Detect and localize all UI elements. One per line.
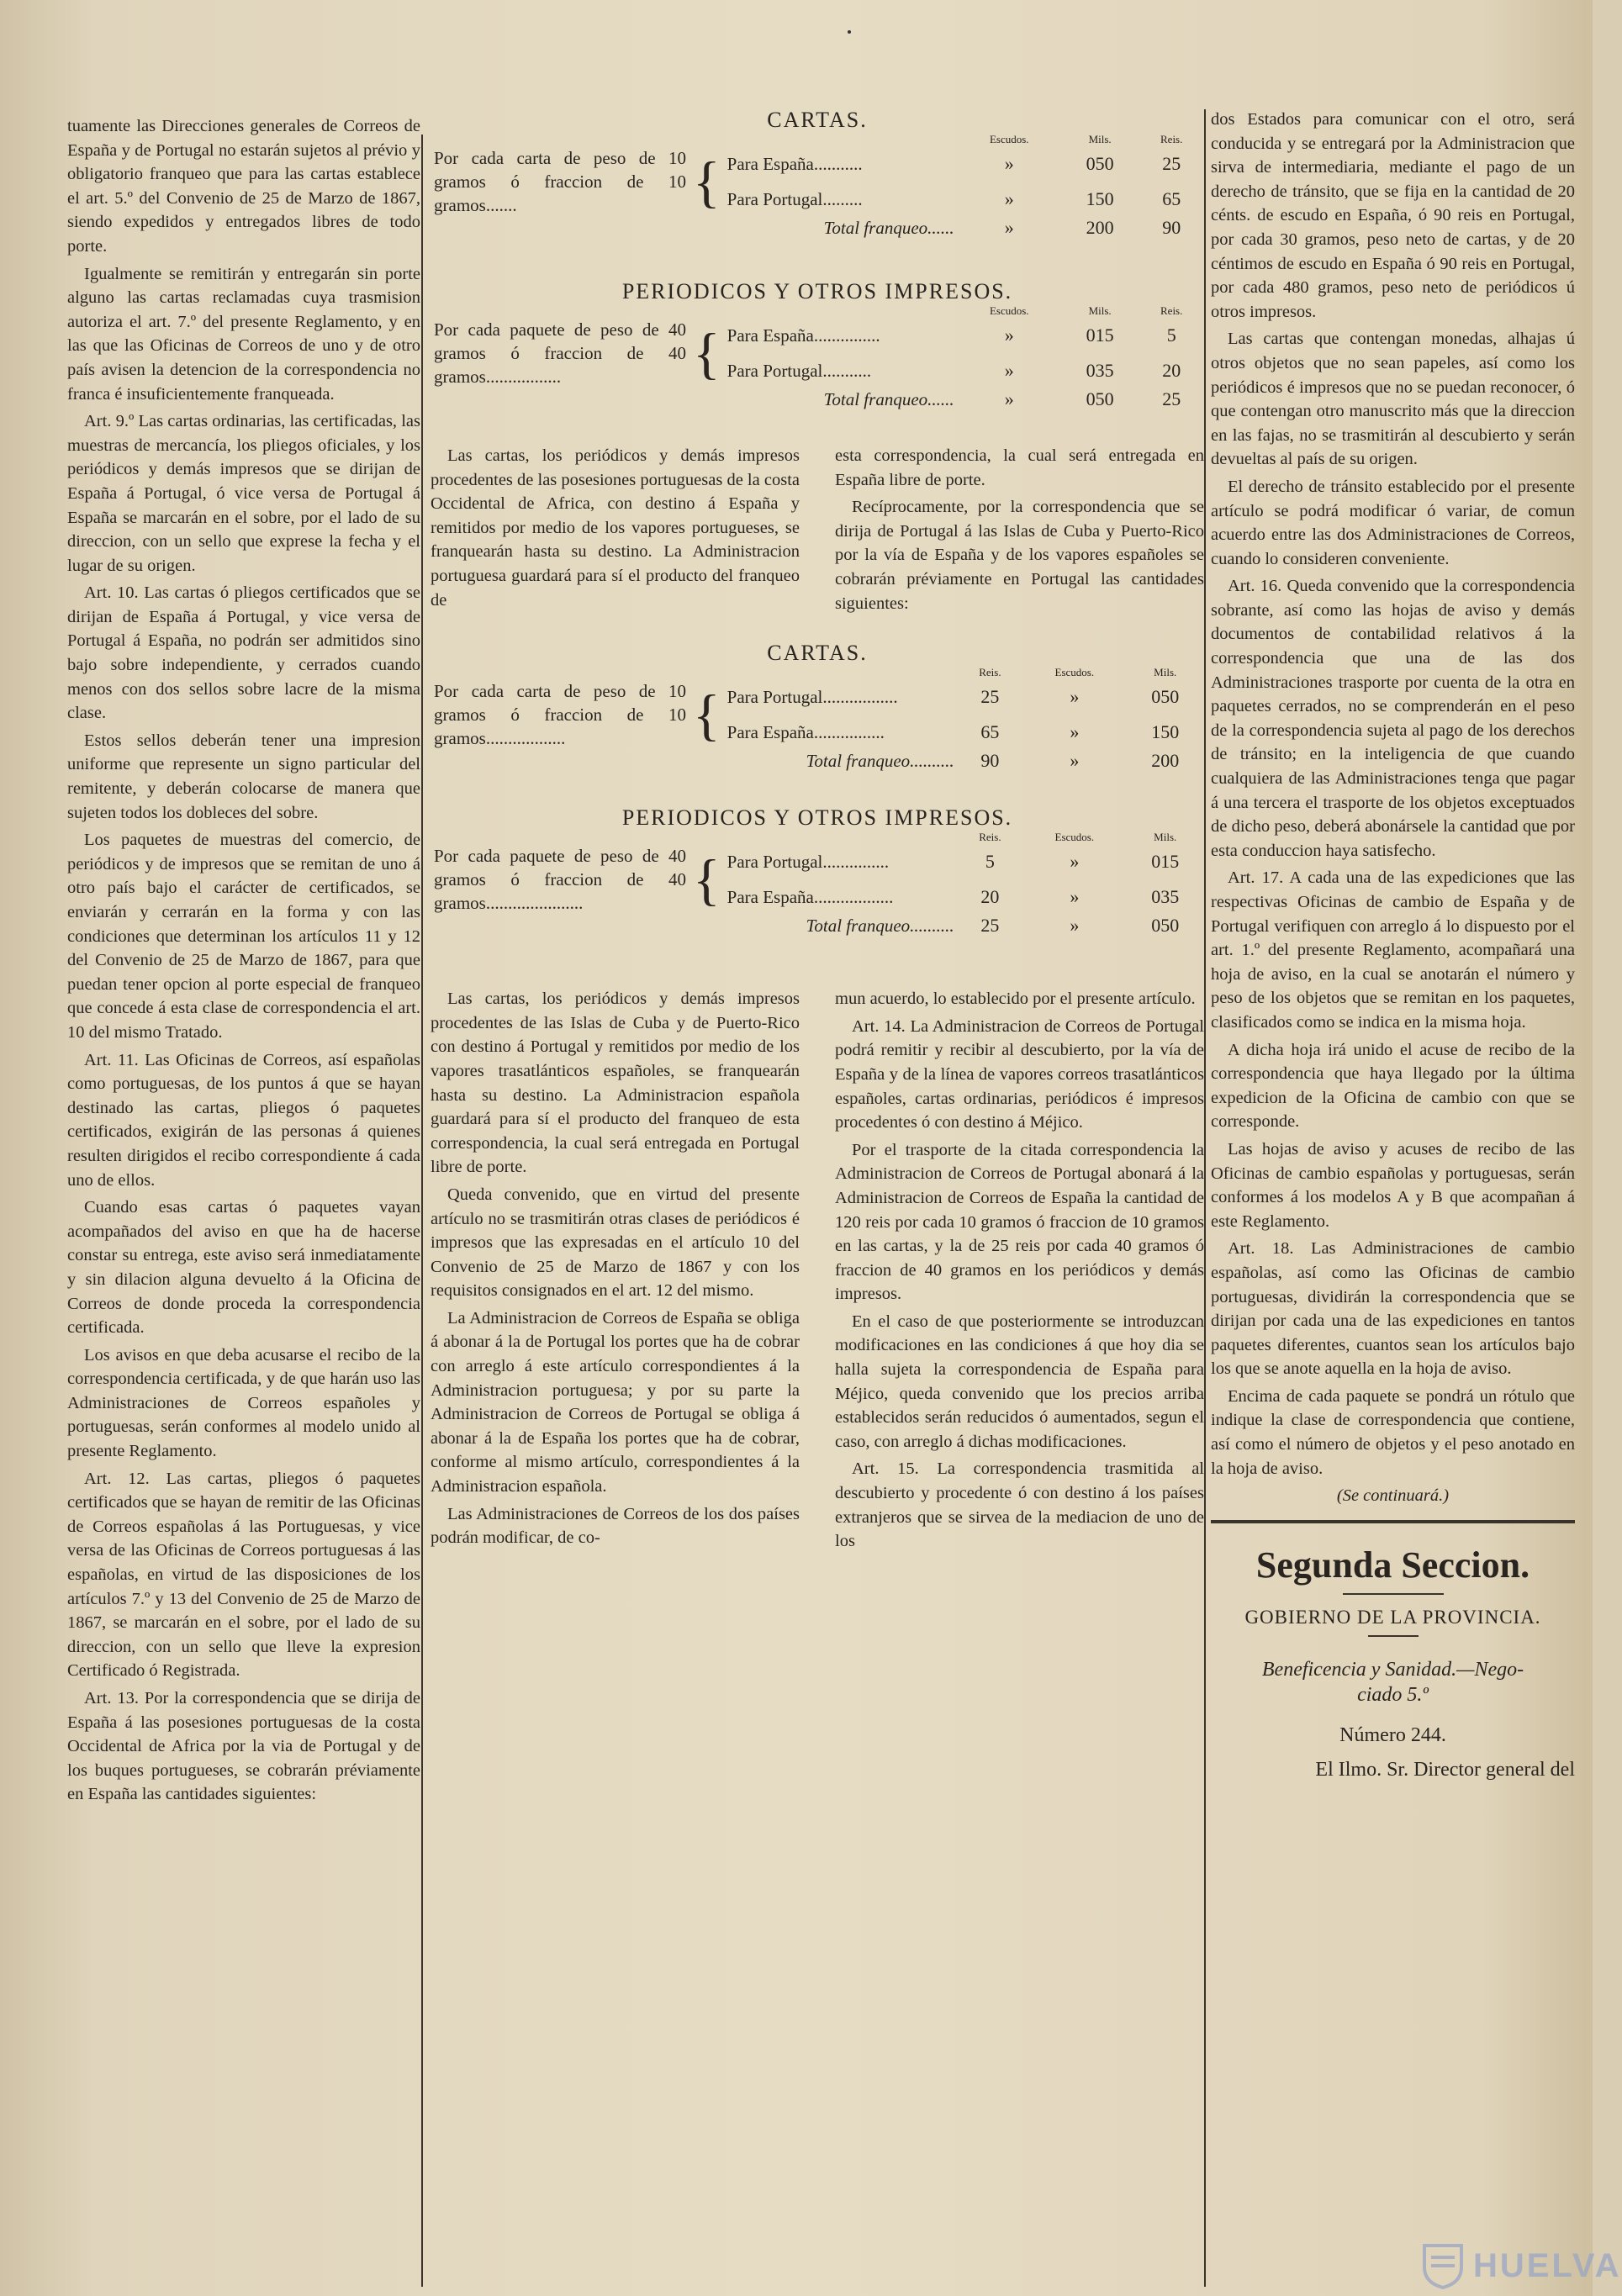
col-header: Escudos. xyxy=(1054,666,1095,679)
col-header: Reis. xyxy=(979,831,1001,844)
article-14: Art. 14. La Administracion de Correos de Portugal podrá remitir y recibir al descubierto, por la vía de España y de la línea de vapores correos trasatlánticos españoles, cartas ordinarias, periódicos é impresos procedentes ó con destino á Méjico. xyxy=(835,1016,1204,1132)
cell: 035 xyxy=(1086,360,1114,381)
cell: 25 xyxy=(1162,153,1181,174)
cell: » xyxy=(1070,750,1080,772)
department-line: Beneficencia y Sanidad.—Nego- xyxy=(1261,1658,1524,1681)
cell: 25 xyxy=(1162,388,1181,409)
paragraph: A dicha hoja irá unido el acuse de recibo de la correspondencia que haya llegado por la última expedicion de la Oficina de cambio con que se corresponde. xyxy=(1211,1040,1575,1132)
table-title: CARTAS. xyxy=(767,641,868,666)
paragraph: esta correspondencia, la cual será entregada en España libre de porte. xyxy=(835,446,1204,489)
destination: Para Portugal................. xyxy=(726,686,898,707)
cell: 050 xyxy=(1086,153,1114,174)
cell: 150 xyxy=(1086,188,1114,209)
cell: 5 xyxy=(1166,325,1176,346)
cell: » xyxy=(1070,686,1080,708)
col-header: Escudos. xyxy=(989,133,1029,145)
col-header: Reis. xyxy=(1160,133,1183,145)
column-rule-left xyxy=(421,135,423,2287)
cell: 050 xyxy=(1151,686,1180,708)
cell: 20 xyxy=(980,886,1000,908)
paragraph: Las cartas, los periódicos y demás impresos procedentes de las Islas de Cuba y de Puerto-Rico con destino á Portugal y remitidos por medio de los vapores trasatlánticos españoles, se franquearán hasta su destino. La Administracion española guardará para sí el producto del franqueo de esta correspondencia, la cual será entregada en Portugal libre de porte. xyxy=(431,990,800,1177)
paragraph: tuamente las Direcciones generales de Correos de España y de Portugal no estarán sujetos al prévio y obligatorio franqueo que para las cartas establece el art. 5.º del Convenio de 25 de Marzo de 1867, siendo expedidos y entregados libres de todo porte. xyxy=(67,117,420,256)
cell: 015 xyxy=(1151,851,1180,873)
cell: 050 xyxy=(1151,915,1180,937)
page-mark xyxy=(848,30,851,34)
total-label: Total franqueo.......... xyxy=(806,750,954,771)
cell: 015 xyxy=(1086,325,1114,346)
paragraph: La Administracion de Correos de España se obliga á abonar á la de Portugal los portes que ha de cobrar con arreglo á este artículo correspondientes á la Administracion portuguesa; y por su parte la Administracion de Correos de Portugal se obliga á abonar á la de España los portes que ha de cobrar, conforme al mismo artículo, correspondientes á la Administracion española. xyxy=(431,1308,800,1496)
article-16: Art. 16. Queda convenido que la correspondencia sobrante, así como las hojas de aviso y demás documentos de contabilidad relativos á la correspondencia que una de las dos Administraciones trasporte por cuenta de la otra en paquetes cerrados, no se comprenderán en el peso de la correspondencia sujeta al pago de los derechos de tránsito; en la inteligencia de que cuando cualquiera de las Administraciones tenga que pagar á una tercera el trasporte de los objetos exceptuados de dicho peso, deberá abonársele la cantidad que por esta conduccion haya satisfecho. xyxy=(1211,577,1575,860)
cell: 65 xyxy=(1162,188,1181,209)
article-15: Art. 15. La correspondencia trasmitida al descubierto y procedente ó con destino á los países extranjeros que se sirvea de la mediacion de uno de los xyxy=(835,1459,1204,1551)
col-header: Reis. xyxy=(1160,304,1183,317)
article-12: Art. 12. Las cartas, pliegos ó paquetes certificados que se hayan de remitir de las Oficinas de Correos españolas á las Portuguesas, y vice versa de las Oficinas de Correos portuguesas á las españolas, en virtud de las disposiciones de los artículos 7.º y 13 del Convenio de 25 de Marzo de 1867, se marcarán en el sobre, por el lado de su direccion, con un sello que lleve la expresion Certificado ó Registrada. xyxy=(67,1469,420,1681)
paragraph-start: El Ilmo. Sr. Director general del xyxy=(1315,1758,1575,1781)
paragraph: Recíprocamente, por la correspondencia que se dirija de Portugal á las Islas de Cuba y Puerto-Rico por la vía de España y de los vapores españoles se cobrarán préviamente en Portugal las cantidades siguientes: xyxy=(835,498,1204,613)
paragraph: En el caso de que posteriormente se introduzcan modificaciones en las condiciones á que hoy dia se halla sujeta la correspondencia de España para Méjico, queda convenido que los precios arriba establecidos serán reducidos ó aumentados, segun el caso, con arreglo á dichas modificaciones. xyxy=(835,1312,1204,1451)
total-label: Total franqueo.......... xyxy=(806,915,954,936)
destination: Para Portugal............... xyxy=(726,851,890,872)
table-title: CARTAS. xyxy=(767,108,868,132)
col-header: Escudos. xyxy=(989,304,1029,317)
col-header: Escudos. xyxy=(1054,831,1095,844)
col-header: Mils. xyxy=(1154,666,1177,679)
paragraph: Las hojas de aviso y acuses de recibo de las Oficinas de cambio españolas y portuguesas, serán conformes á los modelos A y B que acompañan á este Reglamento. xyxy=(1211,1139,1575,1231)
cell: 90 xyxy=(980,750,1000,772)
short-rule xyxy=(1368,1635,1419,1637)
col-header: Mils. xyxy=(1088,304,1112,317)
column-right xyxy=(1211,108,1575,1781)
section-divider xyxy=(1211,1520,1575,1523)
paragraph: El derecho de tránsito establecido por el presente artículo se podrá modificar ó variar, de comun acuerdo entre las dos Administraciones de Correos, cuando lo consideren conveniente. xyxy=(1211,477,1575,568)
column-middle xyxy=(431,108,1204,1557)
number-heading: Número 244. xyxy=(1339,1723,1446,1746)
rate-table-1: CARTAS. Escudos. Mils. Reis. Por cada carta de peso de 10 gramos ó fraccion de 10 gramos....... { Para España........... » 050 25 Para Portugal......... » 150 65 Total franqueo...... » 200 90 xyxy=(431,108,1204,239)
destination: Para España........... xyxy=(726,153,863,174)
destination: Para Portugal......... xyxy=(726,188,863,209)
destination: Para Portugal........... xyxy=(726,360,872,381)
rate-table-4: PERIODICOS Y OTROS IMPRESOS. Reis. Escudos. Mils. Por cada paquete de peso de 40 gramos ó fraccion de 40 gramos...................... { Para Portugal............... 5 » 015 Para España.................. 20 » 035 Total franqueo.......... 25 » 050 xyxy=(431,805,1204,937)
paragraph: Las cartas que contengan monedas, alhajas ú otros objetos que no sean papeles, así como los periódicos é impresos que no se puedan reconocer, ó que contengan otro manuscrito más que la direccion en las fajas, no se trasmitirán al descubierto y serán devueltas al país de su origen. xyxy=(1211,330,1575,469)
rate-description: Por cada carta de peso de 10 gramos ó fraccion de 10 gramos.................. xyxy=(434,681,686,749)
col-header: Reis. xyxy=(979,666,1001,679)
cell: » xyxy=(1004,325,1014,346)
short-rule xyxy=(1343,1593,1444,1595)
rate-description: Por cada paquete de peso de 40 gramos ó fraccion de 40 gramos................. xyxy=(434,319,686,387)
cell: 5 xyxy=(985,851,995,873)
destination: Para España............... xyxy=(726,325,880,346)
article-18: Art. 18. Las Administraciones de cambio españolas, así como las Oficinas de cambio portuguesas, dividirán la correspondencia que se dirijan por cada una de las expediciones en tantos paquetes diferentes, cuantos sean los artículos bajo los que se anote aquella en la hoja de aviso. xyxy=(1211,1239,1575,1379)
cell: » xyxy=(1070,886,1080,908)
cell: 200 xyxy=(1151,750,1180,772)
paragraph: Encima de cada paquete se pondrá un rótulo que indique la clase de correspondencia que contiene, así como el número de objetos y el peso anotado en la hoja de aviso. xyxy=(1211,1386,1575,1478)
column-rule-right xyxy=(1204,109,1206,2287)
paragraph: Por el trasporte de la citada correspondencia la Administracion de Correos de Portugal abonará á la Administracion de Correos de España la cantidad de 120 reis por cada 10 gramos ó fraccion de 10 gramos en las cartas, y la de 25 reis por cada 40 gramos ó fraccion de 40 gramos en los periódicos y demás impresos. xyxy=(835,1140,1204,1304)
department-heading xyxy=(1211,1657,1575,1707)
cell: 25 xyxy=(980,686,1000,708)
cell: 90 xyxy=(1162,217,1181,238)
cell: » xyxy=(1070,915,1080,937)
cell: » xyxy=(1004,388,1014,409)
cell: » xyxy=(1004,188,1014,209)
rate-description: Por cada carta de peso de 10 gramos ó fraccion de 10 gramos....... xyxy=(434,148,686,215)
cell: 25 xyxy=(980,915,1000,937)
paragraph: Los avisos en que deba acusarse el recibo de la correspondencia certificada, y de que harán uso las Administraciones de Correos españoles y portuguesas, serán conformes al modelo unido al presente Reglamento. xyxy=(67,1345,420,1461)
destination: Para España.................. xyxy=(726,886,894,907)
column-left xyxy=(67,114,420,1810)
library-stamp xyxy=(1419,2235,1622,2294)
cell: 050 xyxy=(1086,388,1114,409)
stamp-text: HUELVA xyxy=(1473,2247,1622,2284)
paragraph: Queda convenido, que en virtud del presente artículo no se trasmitirán otras clases de periódicos é impresos que las expresadas en el artículo 10 del Convenio de 25 de Marzo de 1867 y con los requisitos consignados en el art. 12 del mismo. xyxy=(431,1185,800,1301)
cell: 035 xyxy=(1151,886,1180,908)
rate-table-2: PERIODICOS Y OTROS IMPRESOS. Escudos. Mils. Reis. Por cada paquete de peso de 40 gramos ó fraccion de 40 gramos................. { Para España............... » 015 5 Para Portugal........... » 035 20 Total franqueo...... » 050 25 xyxy=(431,279,1204,410)
rate-description: Por cada paquete de peso de 40 gramos ó fraccion de 40 gramos...................... xyxy=(434,846,686,914)
paragraph: Las cartas, los periódicos y demás impresos procedentes de las posesiones portuguesas de la costa Occidental de Africa, con destino á España y remitidos por medio de los vapores portugueses, se franquearán hasta su destino. La Administracion portuguesa guardará para sí el producto del franqueo de xyxy=(431,446,800,610)
rate-table-3: CARTAS. Reis. Escudos. Mils. Por cada carta de peso de 10 gramos ó fraccion de 10 gramos.................. { Para Portugal................. 25 » 050 Para España................ 65 » 150 Total franqueo.......... 90 » 200 xyxy=(431,641,1204,772)
paragraph: Los paquetes de muestras del comercio, de periódicos y de impresos que se remitan de uno á otro país bajo el carácter de certificados, se enviarán y cerrarán en la forma y con las condiciones que determinan los artículos 11 y 12 del Convenio de 25 de Marzo de 1867, para que puedan tener opcion al porte especial de franqueo que concede á esta clase de correspondencia el art. 10 del mismo Tratado. xyxy=(67,831,420,1042)
article-11: Art. 11. Las Oficinas de Correos, así españolas como portuguesas, de los puntos á que se hayan destinado las cartas, pliegos ó paquetes certificados, exigirán de las personas á quienes resulten dirigidos el recibo correspondiente á cada uno de ellos. xyxy=(67,1050,420,1190)
paragraph: Las Administraciones de Correos de los dos países podrán modificar, de co- xyxy=(431,1504,800,1548)
article-13: Art. 13. Por la correspondencia que se dirija de España á las posesiones portuguesas de la costa Occidental de Africa por la via de Portugal y de los buques portugueses, se cobrarán préviamente en España las cantidades siguientes: xyxy=(67,1689,420,1804)
paragraph: Estos sellos deberán tener una impresion uniforme que represente un signo particular del remitente, y deberán colocarse de manera que sujeten todos los dobleces del sobre. xyxy=(67,731,420,822)
destination: Para España................ xyxy=(726,721,885,742)
government-heading: GOBIERNO DE LA PROVINCIA. xyxy=(1244,1606,1541,1628)
total-label: Total franqueo...... xyxy=(823,388,954,409)
cell: 200 xyxy=(1086,217,1114,238)
article-9: Art. 9.º Las cartas ordinarias, las certificadas, las muestras de mercancía, los pliegos oficiales, y los periódicos y demás impresos que se dirijan de España á Portugal, ó vice versa de Portugal á España se marcarán en el sobre, por el lado de su direccion, con un sello que exprese la fecha y el lugar de su origen. xyxy=(67,412,420,575)
cell: 150 xyxy=(1151,721,1180,743)
table-title: PERIODICOS Y OTROS IMPRESOS. xyxy=(621,279,1013,303)
section-title: Segunda Seccion. xyxy=(1255,1544,1530,1586)
crest-icon xyxy=(1419,2239,1466,2289)
col-header: Mils. xyxy=(1088,133,1112,145)
article-17: Art. 17. A cada una de las expediciones que las respectivas Oficinas de cambio de España y de Portugal verifiquen con arreglo á lo dispuesto por el art. 1.º del presente Reglamento, acompañará una hoja de aviso, en la cual se anotarán el número y peso de los objetos que se remitan en los paquetes, clasificados como se indica en la misma hoja. xyxy=(1211,868,1575,1032)
paragraph: Cuando esas cartas ó paquetes vayan acompañados del aviso en que ha de hacerse constar su entrega, este aviso será inmediatamente y sin dilacion alguna devuelto á la Oficina de Correos de donde proceda la correspondencia certificada. xyxy=(67,1198,420,1338)
total-label: Total franqueo...... xyxy=(823,217,954,238)
paragraph: mun acuerdo, lo establecido por el presente artículo. xyxy=(835,990,1196,1009)
continuation-note: (Se continuará.) xyxy=(1336,1486,1450,1506)
paragraph: dos Estados para comunicar con el otro, será conducida y se entregará por la Administracion que sirva de intermediaria, mediante el pago de un derecho de tránsito, que se fija en la cantidad de 20 cénts. de escudo en España, ó 90 reis en Portugal, por cada 30 gramos, peso neto de cartas, y de 20 céntimos de escudo en España ó 90 reis en Portugal, por cada 480 gramos, peso neto de periódicos ú otros impresos. xyxy=(1211,110,1575,321)
paragraph: Igualmente se remitirán y entregarán sin porte alguno las cartas reclamadas cuya trasmision autoriza el art. 7.º del presente Reglamento, y en las que las Oficinas de Correos de uno y de otro país avisen la detencion de la correspondencia no franca é insuficientemente franqueada. xyxy=(67,264,420,404)
table-title: PERIODICOS Y OTROS IMPRESOS. xyxy=(621,805,1013,831)
cell: » xyxy=(1070,851,1080,873)
col-header: Mils. xyxy=(1154,831,1177,844)
department-line: ciado 5.º xyxy=(1357,1683,1429,1706)
article-10: Art. 10. Las cartas ó pliegos certificados que se dirijan de España á Portugal, y vice versa de Portugal á España, no podrán ser admitidos sino bajo sobre independiente, y cerrados cuando menos con dos sellos sobre lacre de la misma clase. xyxy=(67,583,420,723)
cell: » xyxy=(1004,153,1014,174)
cell: 20 xyxy=(1162,360,1181,381)
cell: 65 xyxy=(980,721,1000,743)
cell: » xyxy=(1070,721,1080,743)
cell: » xyxy=(1004,360,1014,381)
cell: » xyxy=(1004,217,1014,238)
